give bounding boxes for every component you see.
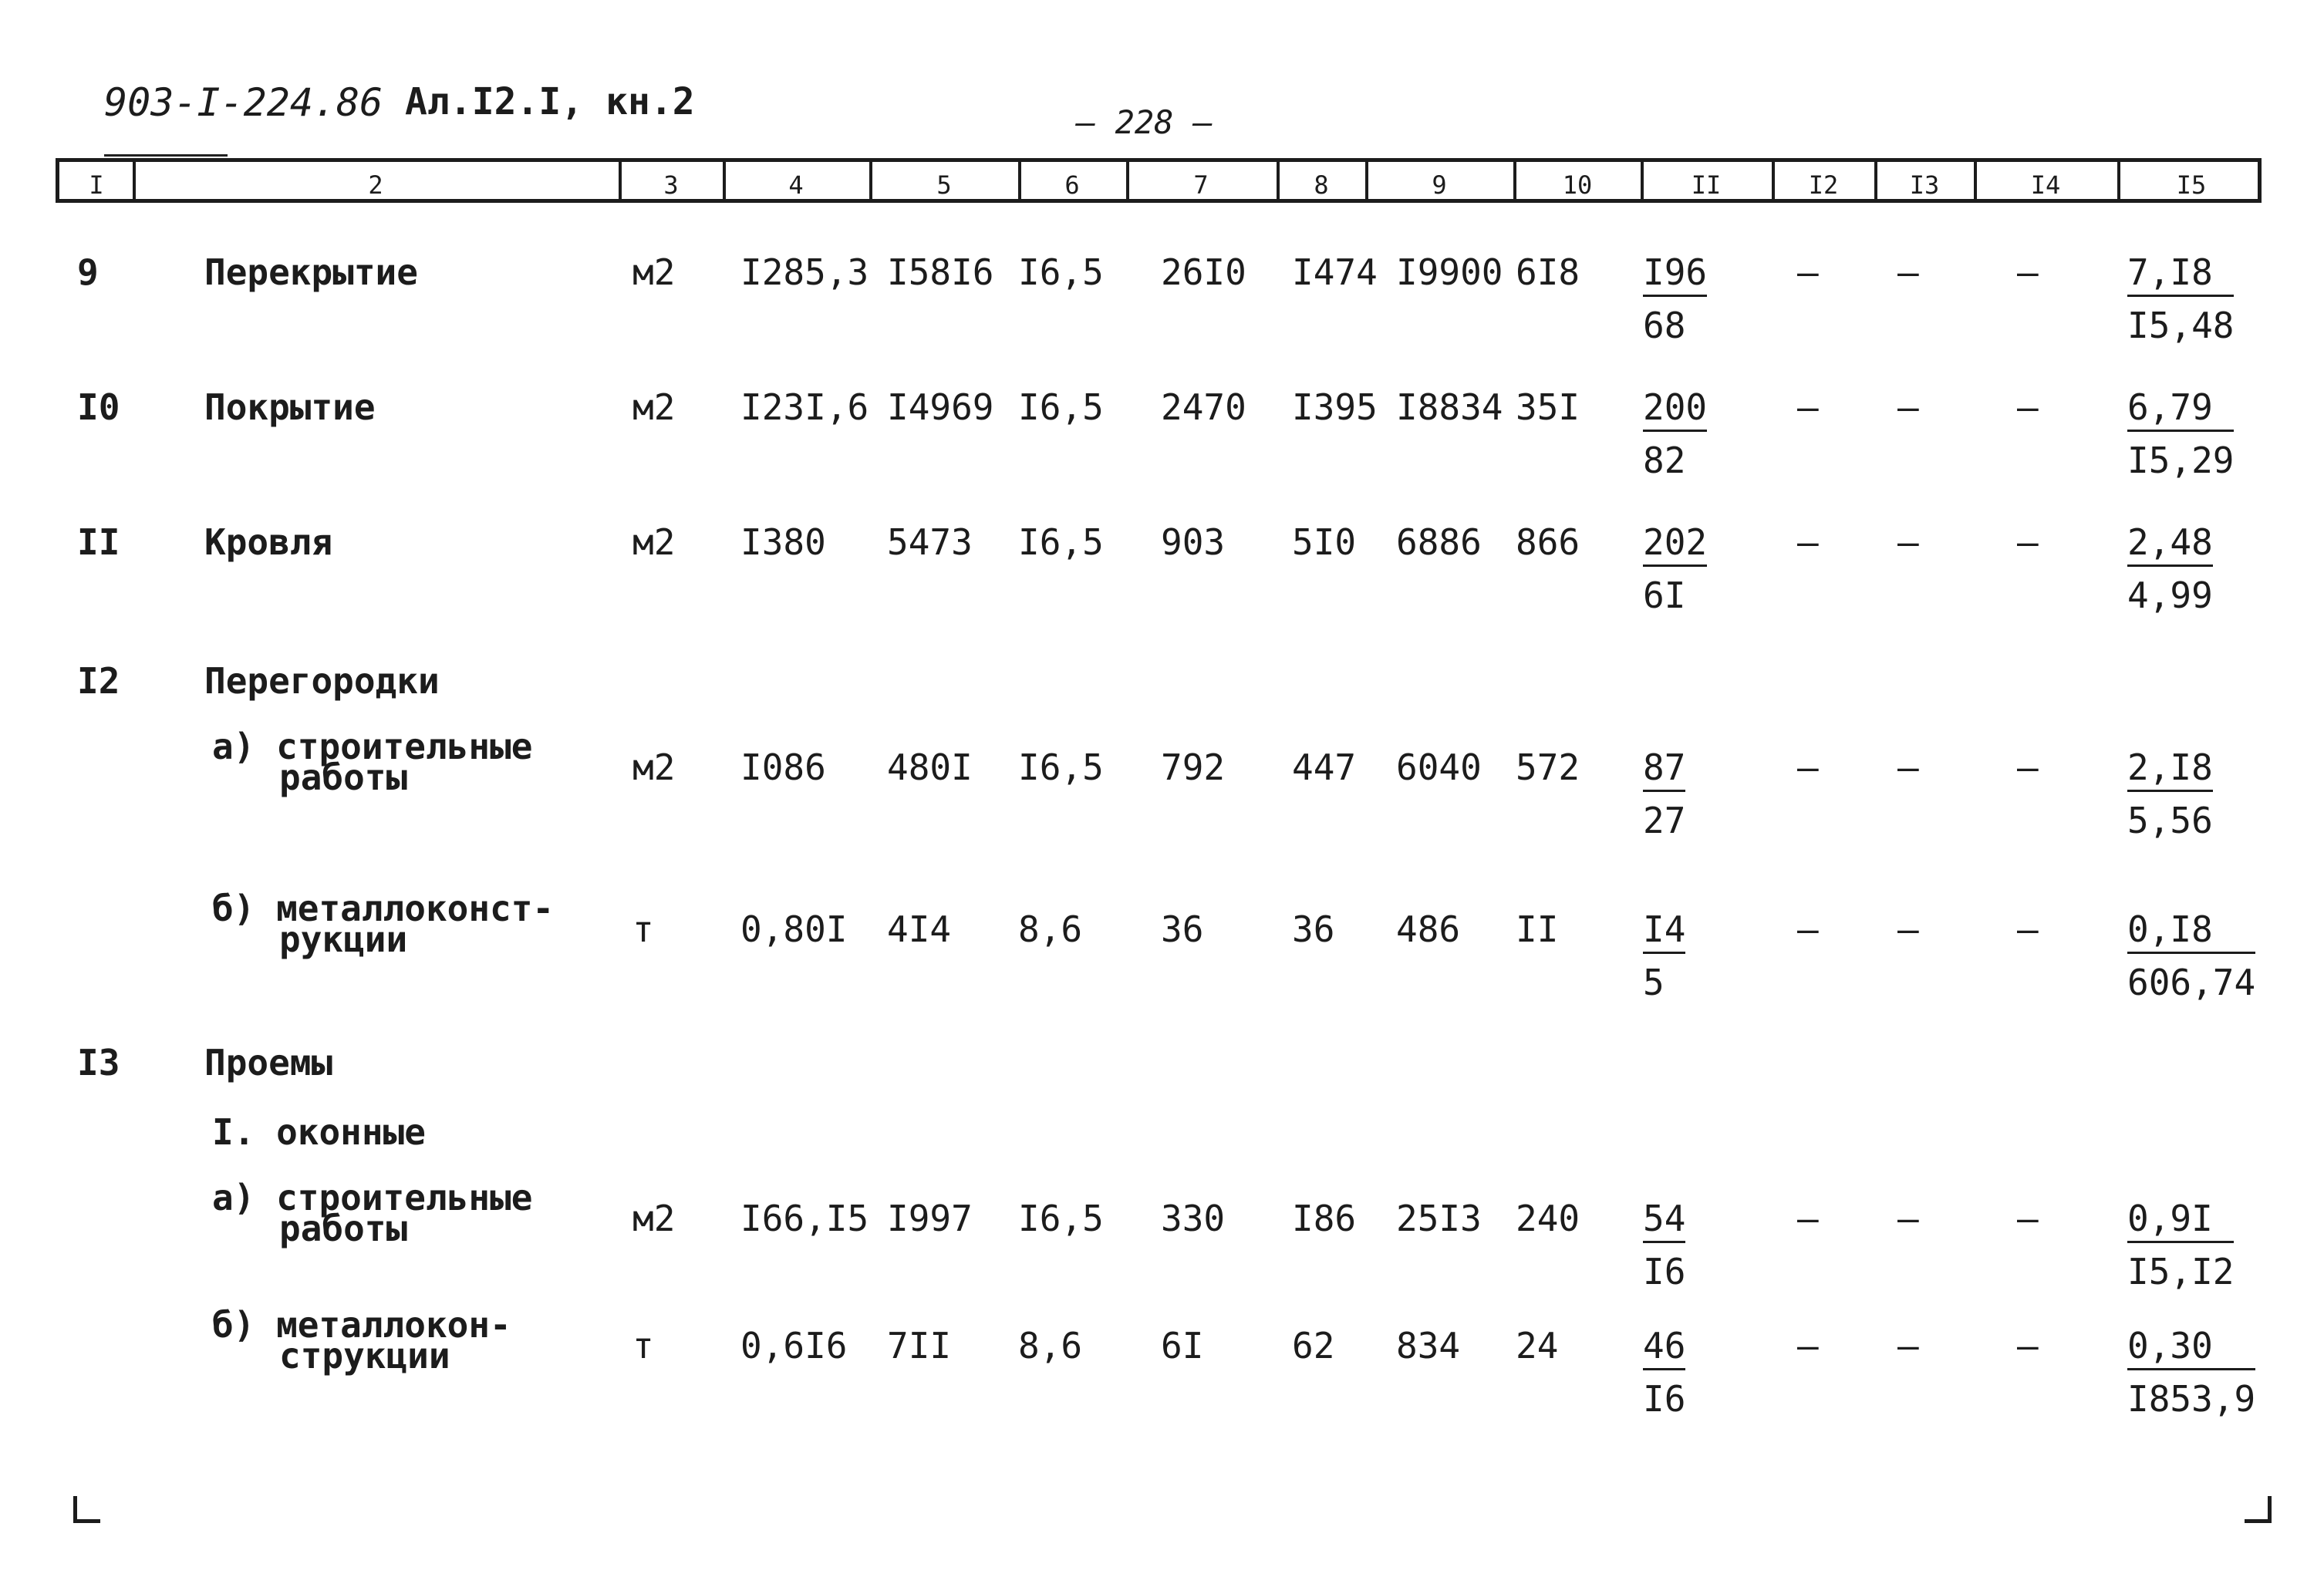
fraction-col15	[2127, 251, 2235, 346]
row-name: Перегородки	[204, 660, 440, 702]
value-cell-c10: 24	[1516, 1325, 1559, 1367]
fraction-col15	[2127, 521, 2213, 616]
fraction-col15	[2127, 1198, 2235, 1292]
fraction-col11-numerator: 202	[1643, 524, 1707, 567]
unit-cell: м2	[632, 521, 676, 563]
value-cell-c10: II	[1516, 908, 1559, 950]
value-cell-c7: 903	[1161, 521, 1226, 563]
value-cell-c10: 866	[1516, 521, 1580, 563]
row-name-line1: б) металлокон-	[212, 1304, 511, 1346]
value-cell-c5: I4969	[887, 386, 994, 428]
value-cell-c14: –	[2017, 521, 2039, 563]
value-cell-c9: 6886	[1396, 521, 1482, 563]
value-cell-c8: I474	[1292, 251, 1378, 293]
fraction-col11	[1643, 521, 1708, 616]
fraction-col15-denominator: I5,I2	[2127, 1251, 2235, 1292]
fraction-col11-numerator: 46	[1643, 1328, 1685, 1370]
column-number: II	[1691, 170, 1722, 200]
column-number: 2	[368, 170, 383, 200]
value-cell-c7: 2470	[1161, 386, 1246, 428]
value-cell-c14: –	[2017, 1198, 2039, 1239]
value-cell-c12: –	[1797, 1325, 1819, 1367]
value-cell-c8: 62	[1292, 1325, 1335, 1367]
value-cell-c4: 0,80I	[740, 908, 848, 950]
unit-cell: м2	[632, 1198, 676, 1239]
fraction-col15-denominator: I5,29	[2127, 440, 2235, 481]
column-number: 6	[1064, 170, 1080, 200]
column-separator	[1772, 162, 1775, 199]
value-cell-c4: I23I,6	[740, 386, 869, 428]
column-number: 8	[1314, 170, 1329, 200]
fraction-col15-denominator: 4,99	[2127, 575, 2213, 616]
value-cell-c9: 486	[1396, 908, 1461, 950]
fraction-col15-denominator: I5,48	[2127, 305, 2235, 346]
value-cell-c10: 572	[1516, 746, 1580, 788]
row-name-line2: рукции	[279, 918, 408, 960]
corner-mark-left	[73, 1496, 100, 1523]
value-cell-c5: I58I6	[887, 251, 994, 293]
row-name: Перекрытие	[204, 251, 418, 293]
row-number: I3	[77, 1042, 120, 1083]
value-cell-c6: I6,5	[1018, 386, 1104, 428]
value-cell-c12: –	[1797, 251, 1819, 293]
fraction-col15	[2127, 386, 2235, 481]
row-number: II	[77, 521, 120, 563]
document-code: 903-I-224.86	[104, 80, 383, 125]
column-separator	[1018, 162, 1021, 199]
fraction-col11-denominator: 27	[1643, 800, 1686, 841]
value-cell-c14: –	[2017, 1325, 2039, 1367]
value-cell-c7: 26I0	[1161, 251, 1246, 293]
value-cell-c14: –	[2017, 908, 2039, 950]
value-cell-c8: 5I0	[1292, 521, 1357, 563]
value-cell-c7: 36	[1161, 908, 1204, 950]
value-cell-c13: –	[1897, 908, 1919, 950]
row-name: Кровля	[204, 521, 333, 563]
fraction-col11-denominator: 6I	[1643, 575, 1686, 616]
column-number: 5	[936, 170, 952, 200]
value-cell-c8: 447	[1292, 746, 1357, 788]
fraction-col11	[1643, 746, 1686, 841]
fraction-col11	[1643, 1198, 1686, 1292]
fraction-col15	[2127, 1325, 2256, 1420]
column-separator	[2117, 162, 2120, 199]
fraction-col11-denominator: 5	[1643, 962, 1665, 1003]
value-cell-c8: I86	[1292, 1198, 1357, 1239]
row-name: Покрытие	[204, 386, 376, 428]
page-number: — 228 —	[1076, 103, 1213, 141]
fraction-col11	[1643, 251, 1708, 346]
row-number: I2	[77, 660, 120, 702]
value-cell-c8: I395	[1292, 386, 1378, 428]
value-cell-c4: I285,3	[740, 251, 869, 293]
value-cell-c4: I086	[740, 746, 826, 788]
value-cell-c14: –	[2017, 251, 2039, 293]
fraction-col15-numerator: 2,I8	[2127, 750, 2213, 792]
value-cell-c7: 6I	[1161, 1325, 1204, 1367]
column-number: 7	[1193, 170, 1209, 200]
value-cell-c14: –	[2017, 746, 2039, 788]
fraction-col11-numerator: 54	[1643, 1201, 1685, 1243]
fraction-col15-denominator: I853,9	[2127, 1378, 2256, 1420]
column-separator	[723, 162, 726, 199]
value-cell-c12: –	[1797, 1198, 1819, 1239]
fraction-col15-numerator: 0,9I	[2127, 1201, 2234, 1243]
value-cell-c6: 8,6	[1018, 1325, 1083, 1367]
row-name-line1: б) металлоконст-	[212, 888, 555, 929]
value-cell-c9: 834	[1396, 1325, 1461, 1367]
fraction-col11-numerator: 200	[1643, 389, 1707, 432]
column-number: I3	[1909, 170, 1940, 200]
column-separator	[133, 162, 136, 199]
value-cell-c13: –	[1897, 1325, 1919, 1367]
column-separator	[1641, 162, 1644, 199]
value-cell-c5: 5473	[887, 521, 973, 563]
value-cell-c10: 35I	[1516, 386, 1580, 428]
value-cell-c9: 25I3	[1396, 1198, 1482, 1239]
fraction-col15-numerator: 0,30	[2127, 1328, 2255, 1370]
row-name-line1: а) строительные	[212, 1177, 533, 1218]
row-name-line1: а) строительные	[212, 726, 533, 767]
fraction-col11-denominator: I6	[1643, 1251, 1686, 1292]
value-cell-c6: I6,5	[1018, 1198, 1104, 1239]
value-cell-c7: 330	[1161, 1198, 1226, 1239]
column-number: I2	[1808, 170, 1839, 200]
value-cell-c5: 7II	[887, 1325, 952, 1367]
value-cell-c4: I66,I5	[740, 1198, 869, 1239]
value-cell-c12: –	[1797, 386, 1819, 428]
value-cell-c6: I6,5	[1018, 746, 1104, 788]
column-number: 3	[663, 170, 679, 200]
fraction-col11-denominator: I6	[1643, 1378, 1686, 1420]
row-name-line2: струкции	[279, 1335, 450, 1377]
unit-cell: м2	[632, 746, 676, 788]
value-cell-c10: 240	[1516, 1198, 1580, 1239]
value-cell-c13: –	[1897, 1198, 1919, 1239]
unit-cell: м2	[632, 386, 676, 428]
value-cell-c14: –	[2017, 386, 2039, 428]
corner-mark-right	[2245, 1496, 2272, 1523]
column-number: I4	[2030, 170, 2061, 200]
row-name-line2: работы	[279, 1208, 408, 1249]
unit-cell: т	[632, 908, 654, 950]
value-cell-c6: I6,5	[1018, 251, 1104, 293]
fraction-col11-denominator: 68	[1643, 305, 1686, 346]
fraction-col11-denominator: 82	[1643, 440, 1686, 481]
value-cell-c8: 36	[1292, 908, 1335, 950]
column-separator	[1874, 162, 1877, 199]
value-cell-c4: 0,6I6	[740, 1325, 848, 1367]
fraction-col11	[1643, 908, 1686, 1003]
column-number: 4	[788, 170, 804, 200]
column-separator	[1365, 162, 1368, 199]
column-separator	[1974, 162, 1977, 199]
value-cell-c10: 6I8	[1516, 251, 1580, 293]
fraction-col15-numerator: 2,48	[2127, 524, 2213, 567]
row-number: 9	[77, 251, 99, 293]
column-separator	[619, 162, 622, 199]
column-separator	[869, 162, 872, 199]
value-cell-c12: –	[1797, 521, 1819, 563]
value-cell-c13: –	[1897, 521, 1919, 563]
fraction-col15-denominator: 5,56	[2127, 800, 2213, 841]
unit-cell: т	[632, 1325, 654, 1367]
column-separator	[1277, 162, 1280, 199]
value-cell-c13: –	[1897, 746, 1919, 788]
album-reference: Ал.I2.I, кн.2	[405, 80, 695, 123]
fraction-col11	[1643, 1325, 1686, 1420]
fraction-col15-numerator: 7,I8	[2127, 254, 2234, 297]
column-number: I5	[2176, 170, 2207, 200]
value-cell-c9: 6040	[1396, 746, 1482, 788]
value-cell-c9: I8834	[1396, 386, 1503, 428]
column-header-row	[56, 158, 2262, 203]
value-cell-c12: –	[1797, 746, 1819, 788]
fraction-col11-numerator: I4	[1643, 912, 1685, 954]
value-cell-c12: –	[1797, 908, 1819, 950]
value-cell-c13: –	[1897, 386, 1919, 428]
value-cell-c5: 480I	[887, 746, 973, 788]
header-underline	[104, 154, 228, 157]
value-cell-c6: I6,5	[1018, 521, 1104, 563]
fraction-col15-numerator: 0,I8	[2127, 912, 2255, 954]
value-cell-c7: 792	[1161, 746, 1226, 788]
unit-cell: м2	[632, 251, 676, 293]
column-separator	[1513, 162, 1516, 199]
column-number: I	[89, 170, 104, 200]
fraction-col15-numerator: 6,79	[2127, 389, 2234, 432]
row-number: I0	[77, 386, 120, 428]
fraction-col11	[1643, 386, 1708, 481]
fraction-col15	[2127, 746, 2213, 841]
fraction-col15-denominator: 606,74	[2127, 962, 2256, 1003]
row-name: Проемы	[204, 1042, 333, 1083]
value-cell-c13: –	[1897, 251, 1919, 293]
fraction-col11-numerator: I96	[1643, 254, 1707, 297]
fraction-col15	[2127, 908, 2256, 1003]
value-cell-c9: I9900	[1396, 251, 1503, 293]
value-cell-c5: I997	[887, 1198, 973, 1239]
column-number: 10	[1562, 170, 1593, 200]
fraction-col11-numerator: 87	[1643, 750, 1685, 792]
row-name-line2: работы	[279, 757, 408, 798]
column-separator	[1126, 162, 1129, 199]
value-cell-c5: 4I4	[887, 908, 952, 950]
column-number: 9	[1432, 170, 1447, 200]
row-name: I. оконные	[212, 1111, 426, 1153]
value-cell-c6: 8,6	[1018, 908, 1083, 950]
value-cell-c4: I380	[740, 521, 826, 563]
